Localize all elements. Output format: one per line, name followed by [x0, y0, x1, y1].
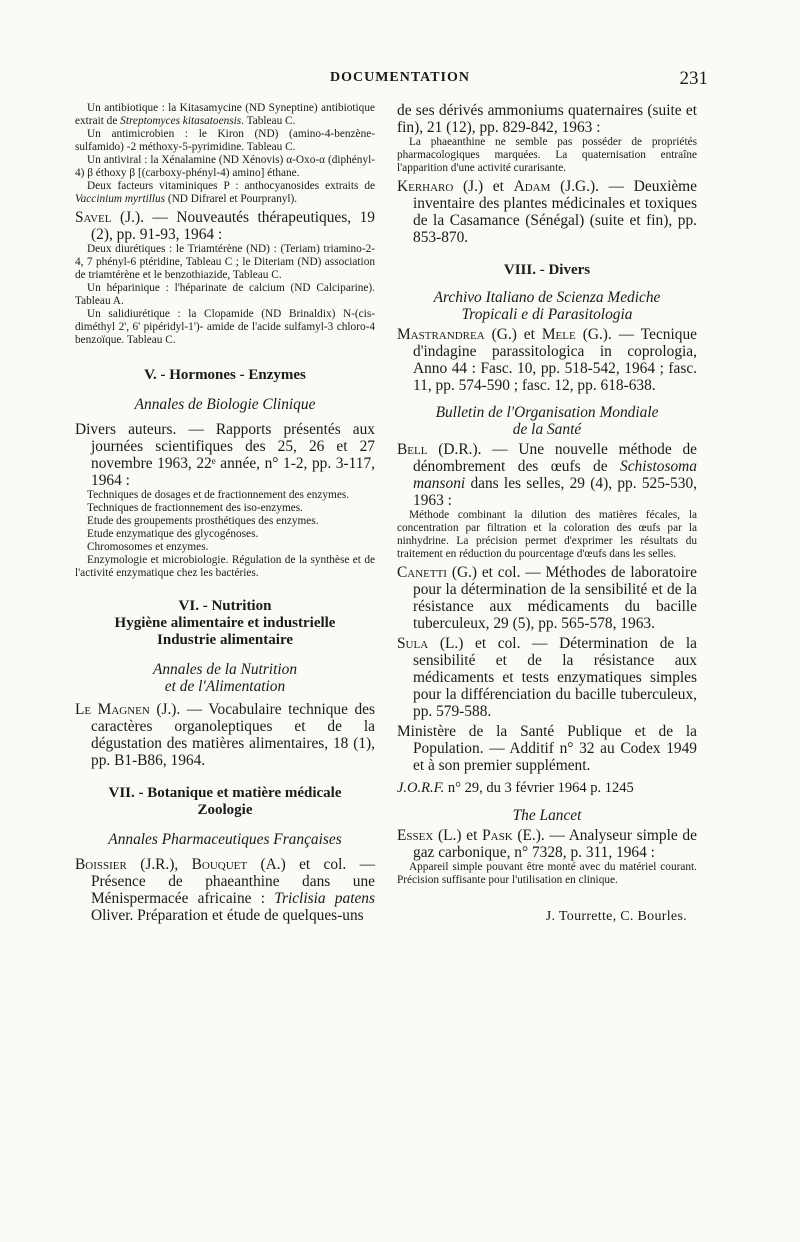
journal-title: Annales de Biologie Clinique	[134, 396, 316, 413]
journal-title: de la Santé	[512, 421, 582, 438]
reference-entry: Canetti (G.) et col. — Méthodes de laboratoire pour la détermination de la sensibilité et de la résistance aux médicaments du bacille tuberculeux, 29 (5), pp. 565-578, 1963.	[397, 564, 697, 632]
reference-entry: Essex (L.) et Pask (E.). — Analyseur simple de gaz carbonique, n° 7328, p. 311, 1964 :	[397, 827, 697, 861]
reference-entry: Bell (D.R.). — Une nouvelle méthode de dénombrement des œufs de Schistosoma mansoni dans les selles, 29 (4), pp. 525-530, 1963 :	[397, 441, 697, 509]
section-heading: VII. - Botanique et matière médicale	[108, 785, 342, 801]
journal-title: Annales de la Nutrition	[152, 661, 298, 678]
reference-entry: Boissier (J.R.), Bouquet (A.) et col. — Présence de phaeanthine dans une Ménispermacée africaine : Triclisia patens Oliver. Préparation et étude de quelques-uns	[75, 856, 375, 924]
left-column	[75, 102, 375, 924]
reference-entry: Le Magnen (J.). — Vocabulaire technique des caractères organoleptiques et de la dégustation des matières alimentaires, 18 (1), pp. B1-B86, 1964.	[75, 701, 375, 769]
signature: J. Tourrette, C. Bourles.	[545, 909, 687, 924]
abstract-line: Un héparinique : l'héparinate de calcium (ND Calciparine). Tableau A.	[75, 282, 375, 307]
abstract-line: Un antiviral : la Xénalamine (ND Xénovis) α-Oxo-α (diphényl-4) β éthoxy β [(carboxy-phényl-4) amino] éthane.	[75, 154, 375, 179]
abstract-line: Appareil simple pouvant être monté avec du matériel courant. Précision suffisante pour l'utilisation en clinique.	[397, 861, 697, 886]
abstract-line: Un antimicrobien : le Kiron (ND) (amino-4-benzène-sulfamido) -2 méthoxy-5-pyrimidine. Tableau C.	[75, 128, 375, 153]
journal-title: Bulletin de l'Organisation Mondiale	[435, 404, 659, 421]
reference-entry: Divers auteurs. — Rapports présentés aux journées scientifiques des 25, 26 et 27 novembre 1963, 22ᵉ année, n° 1-2, pp. 3-117, 1964 :	[75, 421, 375, 489]
abstract-line: Enzymologie et microbiologie. Régulation de la synthèse et de l'activité enzymatique chez les bactéries.	[75, 554, 375, 579]
reference-entry: Savel (J.). — Nouveautés thérapeutiques, 19 (2), pp. 91-93, 1964 :	[75, 209, 375, 243]
reference-entry: de ses dérivés ammoniums quaternaires (suite et fin), 21 (12), pp. 829-842, 1963 :	[397, 102, 697, 136]
reference-entry: Sula (L.) et col. — Détermination de la sensibilité et de la résistance aux médicaments et tests enzymatiques simples pour la différenciation du bacille tuberculeux, pp. 579-588.	[397, 635, 697, 720]
right-column	[397, 102, 697, 925]
page-header	[0, 70, 800, 92]
abstract-line: Etude enzymatique des glycogénoses.	[87, 528, 259, 540]
abstract-line: La phaeanthine ne semble pas posséder de propriétés pharmacologiques marquées. La quaternisation entraîne l'apparition d'une activité curarisante.	[397, 136, 697, 174]
abstract-line: Deux diurétiques : le Triamtérène (ND) : (Teriam) triamino-2-4, 7 phényl-6 ptéridine, Tableau C ; le Diteriam (ND) association de triamtérène et le benzothiazide, Tableau C.	[75, 243, 375, 281]
journal-title: The Lancet	[512, 807, 582, 824]
journal-title: Annales Pharmaceutiques Françaises	[108, 831, 342, 848]
journal-title: Archivo Italiano de Scienza Mediche	[433, 289, 661, 306]
reference-entry: Ministère de la Santé Publique et de la Population. — Additif n° 32 au Codex 1949 et à son premier supplément.	[397, 723, 697, 774]
page-number: 231	[679, 68, 708, 89]
journal-title: et de l'Alimentation	[164, 678, 286, 695]
abstract-line: Un salidiurétique : la Clopamide (ND Brinaldix) N-(cis-diméthyl 2', 6' pipéridyl-1')- amide de l'acide sulfamyl-3 chloro-4 benzoïque. Tableau C.	[75, 308, 375, 346]
abstract-line: Deux facteurs vitaminiques P : anthocyanosides extraits de Vaccinium myrtillus (ND Difrarel et Pourpranyl).	[75, 180, 375, 205]
section-heading: VI. - Nutrition	[178, 598, 272, 614]
abstract-line: Techniques de dosages et de fractionnement des enzymes.	[87, 489, 350, 501]
reference-entry: J.O.R.F. n° 29, du 3 février 1964 p. 1245	[397, 780, 634, 796]
section-heading: Industrie alimentaire	[157, 632, 293, 648]
journal-title: Tropicali e di Parasitologia	[461, 306, 633, 323]
reference-entry: Kerharo (J.) et Adam (J.G.). — Deuxième inventaire des plantes médicinales et toxiques de la Casamance (Sénégal) (suite et fin), pp. 853-870.	[397, 178, 697, 246]
section-heading: V. - Hormones - Enzymes	[144, 367, 306, 383]
running-title: DOCUMENTATION	[329, 70, 471, 85]
section-heading: Zoologie	[197, 802, 253, 818]
abstract-line: Un antibiotique : la Kitasamycine (ND Syneptine) antibiotique extrait de Streptomyces kitasatoensis. Tableau C.	[75, 102, 375, 127]
abstract-line: Méthode combinant la dilution des matières fécales, la concentration par filtration et la coloration des œufs par la ninhydrine. La précision permet d'exprimer les résultats du traitement en réduction du pourcentage d'œufs dans les selles.	[397, 509, 697, 560]
abstract-line: Techniques de fractionnement des iso-enzymes.	[87, 502, 303, 514]
section-heading: VIII. - Divers	[503, 262, 591, 278]
section-heading: Hygiène alimentaire et industrielle	[114, 615, 336, 631]
abstract-line: Chromosomes et enzymes.	[87, 541, 209, 553]
reference-entry: Mastrandrea (G.) et Mele (G.). — Tecnique d'indagine parassitologica in coprologia, Anno 44 : Fasc. 10, pp. 518-542, 1964 ; fasc. 11, pp. 574-590 ; fasc. 12, pp. 618-638.	[397, 326, 697, 394]
abstract-line: Etude des groupements prosthétiques des enzymes.	[87, 515, 319, 527]
